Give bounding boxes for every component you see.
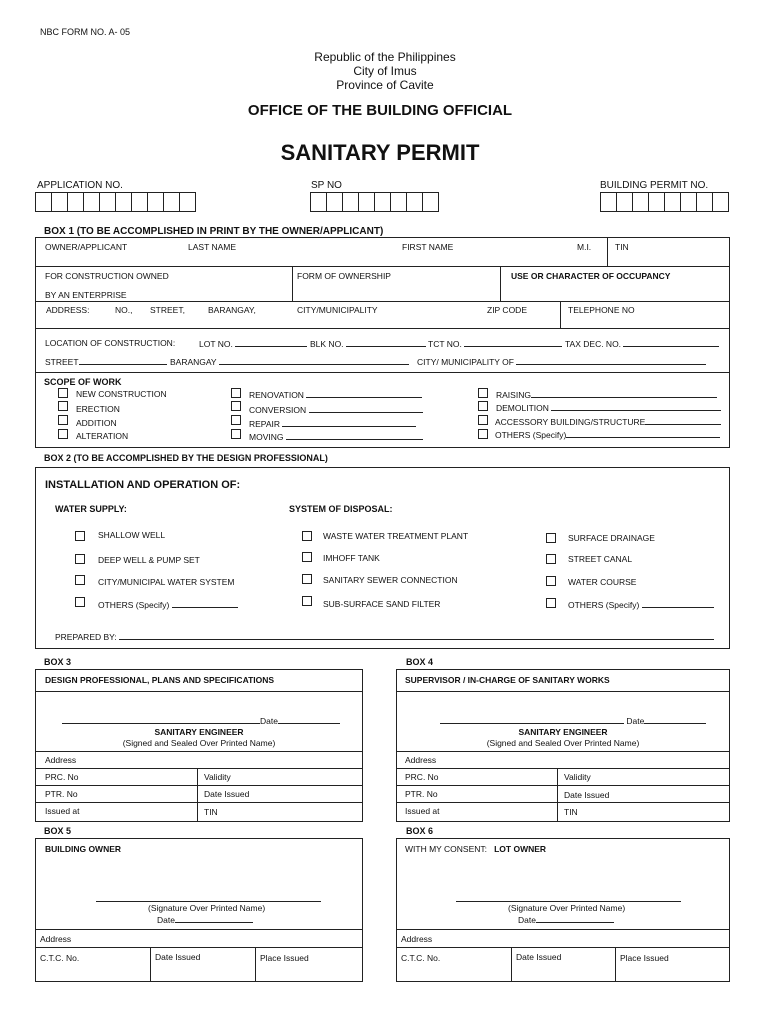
box5-signature-line bbox=[96, 901, 321, 902]
water-city-system: CITY/MUNICIPAL WATER SYSTEM bbox=[98, 577, 235, 587]
water-shallow-well: SHALLOW WELL bbox=[98, 530, 166, 540]
tin-label: TIN bbox=[615, 242, 629, 252]
sp-no-field[interactable] bbox=[310, 192, 439, 212]
for-construction-owned-label: FOR CONSTRUCTION OWNED bbox=[45, 271, 169, 281]
mi-label: M.I. bbox=[577, 242, 592, 252]
box3-date-field[interactable]: Date bbox=[62, 715, 340, 726]
form-of-ownership-label: FORM OF OWNERSHIP bbox=[297, 271, 391, 281]
scope-new-construction: NEW CONSTRUCTION bbox=[76, 389, 167, 399]
scope-demolition[interactable]: DEMOLITION bbox=[496, 402, 721, 413]
box4-date-field[interactable]: Date bbox=[440, 715, 706, 726]
disposal-imhoff-tank: IMHOFF TANK bbox=[323, 553, 380, 563]
drainage-others[interactable]: OTHERS (Specify) bbox=[568, 599, 714, 610]
box4-label: BOX 4 bbox=[406, 657, 434, 667]
box6-consent: WITH MY CONSENT: bbox=[405, 844, 488, 854]
box4-role: SANITARY ENGINEER bbox=[518, 727, 608, 737]
tct-no-field[interactable]: TCT NO. bbox=[428, 338, 562, 349]
water-others-checkbox[interactable] bbox=[75, 597, 85, 607]
lot-no-field[interactable]: LOT NO. bbox=[199, 338, 307, 349]
province-line: Province of Cavite bbox=[336, 78, 434, 92]
box3-validity[interactable]: Validity bbox=[204, 772, 231, 782]
letterhead bbox=[0, 50, 770, 92]
scope-addition: ADDITION bbox=[76, 418, 117, 428]
box6-place-issued[interactable]: Place Issued bbox=[620, 953, 669, 963]
box6-label: BOX 6 bbox=[406, 826, 434, 836]
drainage-others-checkbox[interactable] bbox=[546, 598, 556, 608]
box5-date-issued[interactable]: Date Issued bbox=[155, 952, 201, 962]
sand-filter-checkbox[interactable] bbox=[302, 596, 312, 606]
scope-repair[interactable]: REPAIR bbox=[249, 418, 416, 429]
installation-heading: INSTALLATION AND OPERATION OF: bbox=[45, 479, 241, 491]
box4-issued-at[interactable]: Issued at bbox=[405, 806, 440, 816]
box3-address[interactable]: Address bbox=[45, 755, 77, 765]
first-name-label: FIRST NAME bbox=[402, 242, 454, 252]
water-deep-well: DEEP WELL & PUMP SET bbox=[98, 555, 200, 565]
box5-signature-note: (Signature Over Printed Name) bbox=[148, 903, 266, 913]
last-name-label: LAST NAME bbox=[188, 242, 237, 252]
box5-ctc-no[interactable]: C.T.C. No. bbox=[40, 953, 80, 963]
drainage-street-canal: STREET CANAL bbox=[568, 554, 633, 564]
by-enterprise-label: BY AN ENTERPRISE bbox=[45, 290, 127, 300]
box5-date-field[interactable]: Date bbox=[157, 914, 253, 925]
raising-checkbox[interactable] bbox=[478, 388, 488, 398]
box3-signed-note: (Signed and Sealed Over Printed Name) bbox=[122, 738, 276, 748]
box5-label: BOX 5 bbox=[44, 826, 72, 836]
address-label: ADDRESS: bbox=[46, 305, 90, 315]
box6-title: LOT OWNER bbox=[494, 844, 547, 854]
republic-line: Republic of the Philippines bbox=[314, 50, 456, 64]
box4-validity[interactable]: Validity bbox=[564, 772, 591, 782]
box4-date-issued[interactable]: Date Issued bbox=[564, 790, 610, 800]
box3-prc-no[interactable]: PRC. No bbox=[45, 772, 79, 782]
box6-heading bbox=[405, 844, 546, 854]
box3-label: BOX 3 bbox=[44, 657, 72, 667]
new-construction-checkbox[interactable] bbox=[58, 388, 68, 398]
shallow-well-checkbox[interactable] bbox=[75, 531, 85, 541]
system-of-disposal-heading: SYSTEM OF DISPOSAL: bbox=[289, 504, 393, 514]
address-barangay-label: BARANGAY, bbox=[208, 305, 256, 315]
scope-moving[interactable]: MOVING bbox=[249, 431, 423, 442]
surface-drainage-checkbox[interactable] bbox=[546, 533, 556, 543]
sp-no-label: SP NO bbox=[311, 180, 342, 191]
repair-checkbox[interactable] bbox=[231, 415, 241, 425]
box4-title: SUPERVISOR / IN-CHARGE OF SANITARY WORKS bbox=[405, 675, 610, 685]
box4-prc-no[interactable]: PRC. No bbox=[405, 772, 439, 782]
sewer-connection-checkbox[interactable] bbox=[302, 574, 312, 584]
building-permit-no-field[interactable] bbox=[600, 192, 729, 212]
box1-heading: BOX 1 (TO BE ACCOMPLISHED IN PRINT BY THE OWNER/APPLICANT) bbox=[44, 226, 384, 237]
application-no-label: APPLICATION NO. bbox=[37, 180, 123, 191]
city-water-system-checkbox[interactable] bbox=[75, 575, 85, 585]
renovation-checkbox[interactable] bbox=[231, 388, 241, 398]
prepared-by-field[interactable]: PREPARED BY: bbox=[55, 631, 714, 642]
demolition-checkbox[interactable] bbox=[478, 401, 488, 411]
box3-date-issued[interactable]: Date Issued bbox=[204, 789, 250, 799]
box2-heading: BOX 2 (TO BE ACCOMPLISHED BY THE DESIGN PROFESSIONAL) bbox=[44, 453, 328, 463]
box4-address[interactable]: Address bbox=[405, 755, 437, 765]
scope-raising[interactable]: RAISING bbox=[496, 389, 717, 400]
scope-of-work-heading: SCOPE OF WORK bbox=[44, 377, 122, 387]
telephone-no-label: TELEPHONE NO bbox=[568, 305, 635, 315]
box6-address[interactable]: Address bbox=[401, 934, 433, 944]
street-field[interactable]: STREET bbox=[45, 356, 167, 367]
box3-title: DESIGN PROFESSIONAL, PLANS AND SPECIFICATIONS bbox=[45, 675, 275, 685]
office-title: OFFICE OF THE BUILDING OFFICIAL bbox=[247, 102, 513, 119]
box4-tin[interactable]: TIN bbox=[564, 807, 578, 817]
address-city-label: CITY/MUNICIPALITY bbox=[297, 305, 378, 315]
addition-checkbox[interactable] bbox=[58, 415, 68, 425]
box6-signature-note: (Signature Over Printed Name) bbox=[508, 903, 626, 913]
others-scope-checkbox[interactable] bbox=[478, 429, 488, 439]
use-of-occupancy-label: USE OR CHARACTER OF OCCUPANCY bbox=[511, 271, 671, 281]
address-no-label: NO., bbox=[115, 305, 133, 315]
page-title: SANITARY PERMIT bbox=[280, 140, 480, 165]
box6-date-issued[interactable]: Date Issued bbox=[516, 952, 562, 962]
scope-erection: ERECTION bbox=[76, 404, 120, 414]
owner-applicant-label: OWNER/APPLICANT bbox=[45, 242, 128, 252]
box5-title: BUILDING OWNER bbox=[45, 844, 122, 854]
city-line: City of Imus bbox=[353, 64, 417, 78]
water-course-checkbox[interactable] bbox=[546, 576, 556, 586]
disposal-waste-water-plant: WASTE WATER TREATMENT PLANT bbox=[323, 531, 469, 541]
imhoff-tank-checkbox[interactable] bbox=[302, 552, 312, 562]
address-street-label: STREET, bbox=[150, 305, 185, 315]
application-no-field[interactable] bbox=[35, 192, 196, 212]
conversion-checkbox[interactable] bbox=[231, 401, 241, 411]
building-permit-no-label: BUILDING PERMIT NO. bbox=[600, 180, 709, 191]
box3-role: SANITARY ENGINEER bbox=[154, 727, 244, 737]
moving-checkbox[interactable] bbox=[231, 429, 241, 439]
deep-well-checkbox[interactable] bbox=[75, 554, 85, 564]
drainage-water-course: WATER COURSE bbox=[568, 577, 637, 587]
box6-ctc-no[interactable]: C.T.C. No. bbox=[401, 953, 441, 963]
city-municipality-field[interactable]: CITY/ MUNICIPALITY OF bbox=[417, 356, 706, 367]
scope-renovation[interactable]: RENOVATION bbox=[249, 389, 422, 400]
water-others[interactable]: OTHERS (Specify) bbox=[98, 599, 238, 610]
box3-issued-at[interactable]: Issued at bbox=[45, 806, 80, 816]
scope-others[interactable]: OTHERS (Specify) bbox=[495, 429, 720, 440]
barangay-field[interactable]: BARANGAY bbox=[170, 356, 409, 367]
scope-alteration: ALTERATION bbox=[76, 431, 129, 441]
scope-conversion[interactable]: CONVERSION bbox=[249, 404, 423, 415]
form-number: NBC FORM NO. A- 05 bbox=[40, 27, 131, 37]
box6-signature-line bbox=[456, 901, 681, 902]
box4-signed-note: (Signed and Sealed Over Printed Name) bbox=[486, 738, 640, 748]
alteration-checkbox[interactable] bbox=[58, 429, 68, 439]
box4-ptr-no[interactable]: PTR. No bbox=[405, 789, 438, 799]
box6-date-field[interactable]: Date bbox=[518, 914, 614, 925]
water-supply-heading: WATER SUPPLY: bbox=[55, 504, 127, 514]
tax-dec-no-field[interactable]: TAX DEC. NO. bbox=[565, 338, 719, 349]
drainage-surface: SURFACE DRAINAGE bbox=[568, 533, 655, 543]
box3-ptr-no[interactable]: PTR. No bbox=[45, 789, 78, 799]
disposal-sand-filter: SUB-SURFACE SAND FILTER bbox=[323, 599, 441, 609]
accessory-building-checkbox[interactable] bbox=[478, 415, 488, 425]
box5-address[interactable]: Address bbox=[40, 934, 72, 944]
scope-accessory-building[interactable]: ACCESSORY BUILDING/STRUCTURE bbox=[495, 416, 721, 427]
waste-water-plant-checkbox[interactable] bbox=[302, 531, 312, 541]
street-canal-checkbox[interactable] bbox=[546, 554, 556, 564]
zip-code-label: ZIP CODE bbox=[487, 305, 527, 315]
blk-no-field[interactable]: BLK NO. bbox=[310, 338, 426, 349]
disposal-sewer-connection: SANITARY SEWER CONNECTION bbox=[323, 575, 458, 585]
location-label: LOCATION OF CONSTRUCTION: bbox=[45, 338, 176, 348]
erection-checkbox[interactable] bbox=[58, 401, 68, 411]
box3-tin[interactable]: TIN bbox=[204, 807, 218, 817]
box5-place-issued[interactable]: Place Issued bbox=[260, 953, 309, 963]
